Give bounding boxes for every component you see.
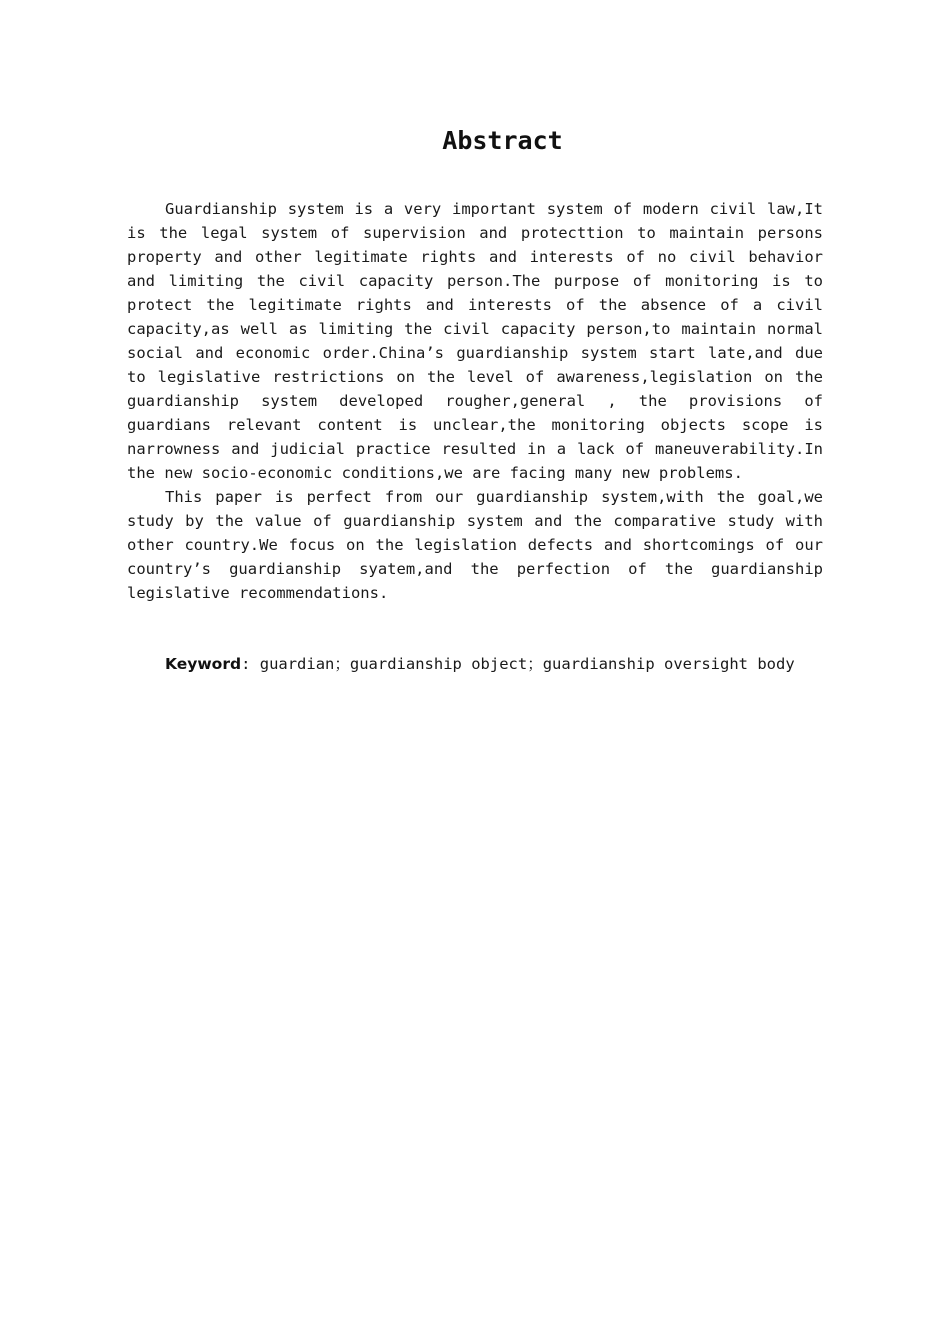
keywords-line (165, 652, 795, 676)
abstract-body (127, 197, 823, 605)
keywords-value: guardian；guardianship object；guardianship oversight body (259, 655, 795, 673)
abstract-paragraph-2: This paper is perfect from our guardianship system,with the goal,we study by the value of guardianship system and the comparative study with other country.We focus on the legislation defects and shortcomings of our country’s guardianship syatem,and the perfection of the guardianship legislative recommendations. (127, 488, 823, 602)
page-title: Abstract (442, 126, 563, 155)
keywords-separator: : (241, 655, 260, 673)
keywords-label: Keyword (165, 655, 242, 673)
abstract-paragraph-1: Guardianship system is a very important system of modern civil law,It is the legal system of supervision and protecttion to maintain persons property and other legitimate rights and interests of no civil behavior and limiting the civil capacity person.The purpose of monitoring is to protect the legitimate rights and interests of the absence of a civil capacity,as well as limiting the civil capacity person,to maintain normal social and economic order.China’s guardianship system start late,and due to legislative restrictions on the level of awareness,legislation on the guardianship system developed rougher,general , the provisions of guardians relevant content is unclear,the monitoring objects scope is narrowness and judicial practice resulted in a lack of maneuverability.In the new socio-economic conditions,we are facing many new problems. (127, 200, 823, 482)
